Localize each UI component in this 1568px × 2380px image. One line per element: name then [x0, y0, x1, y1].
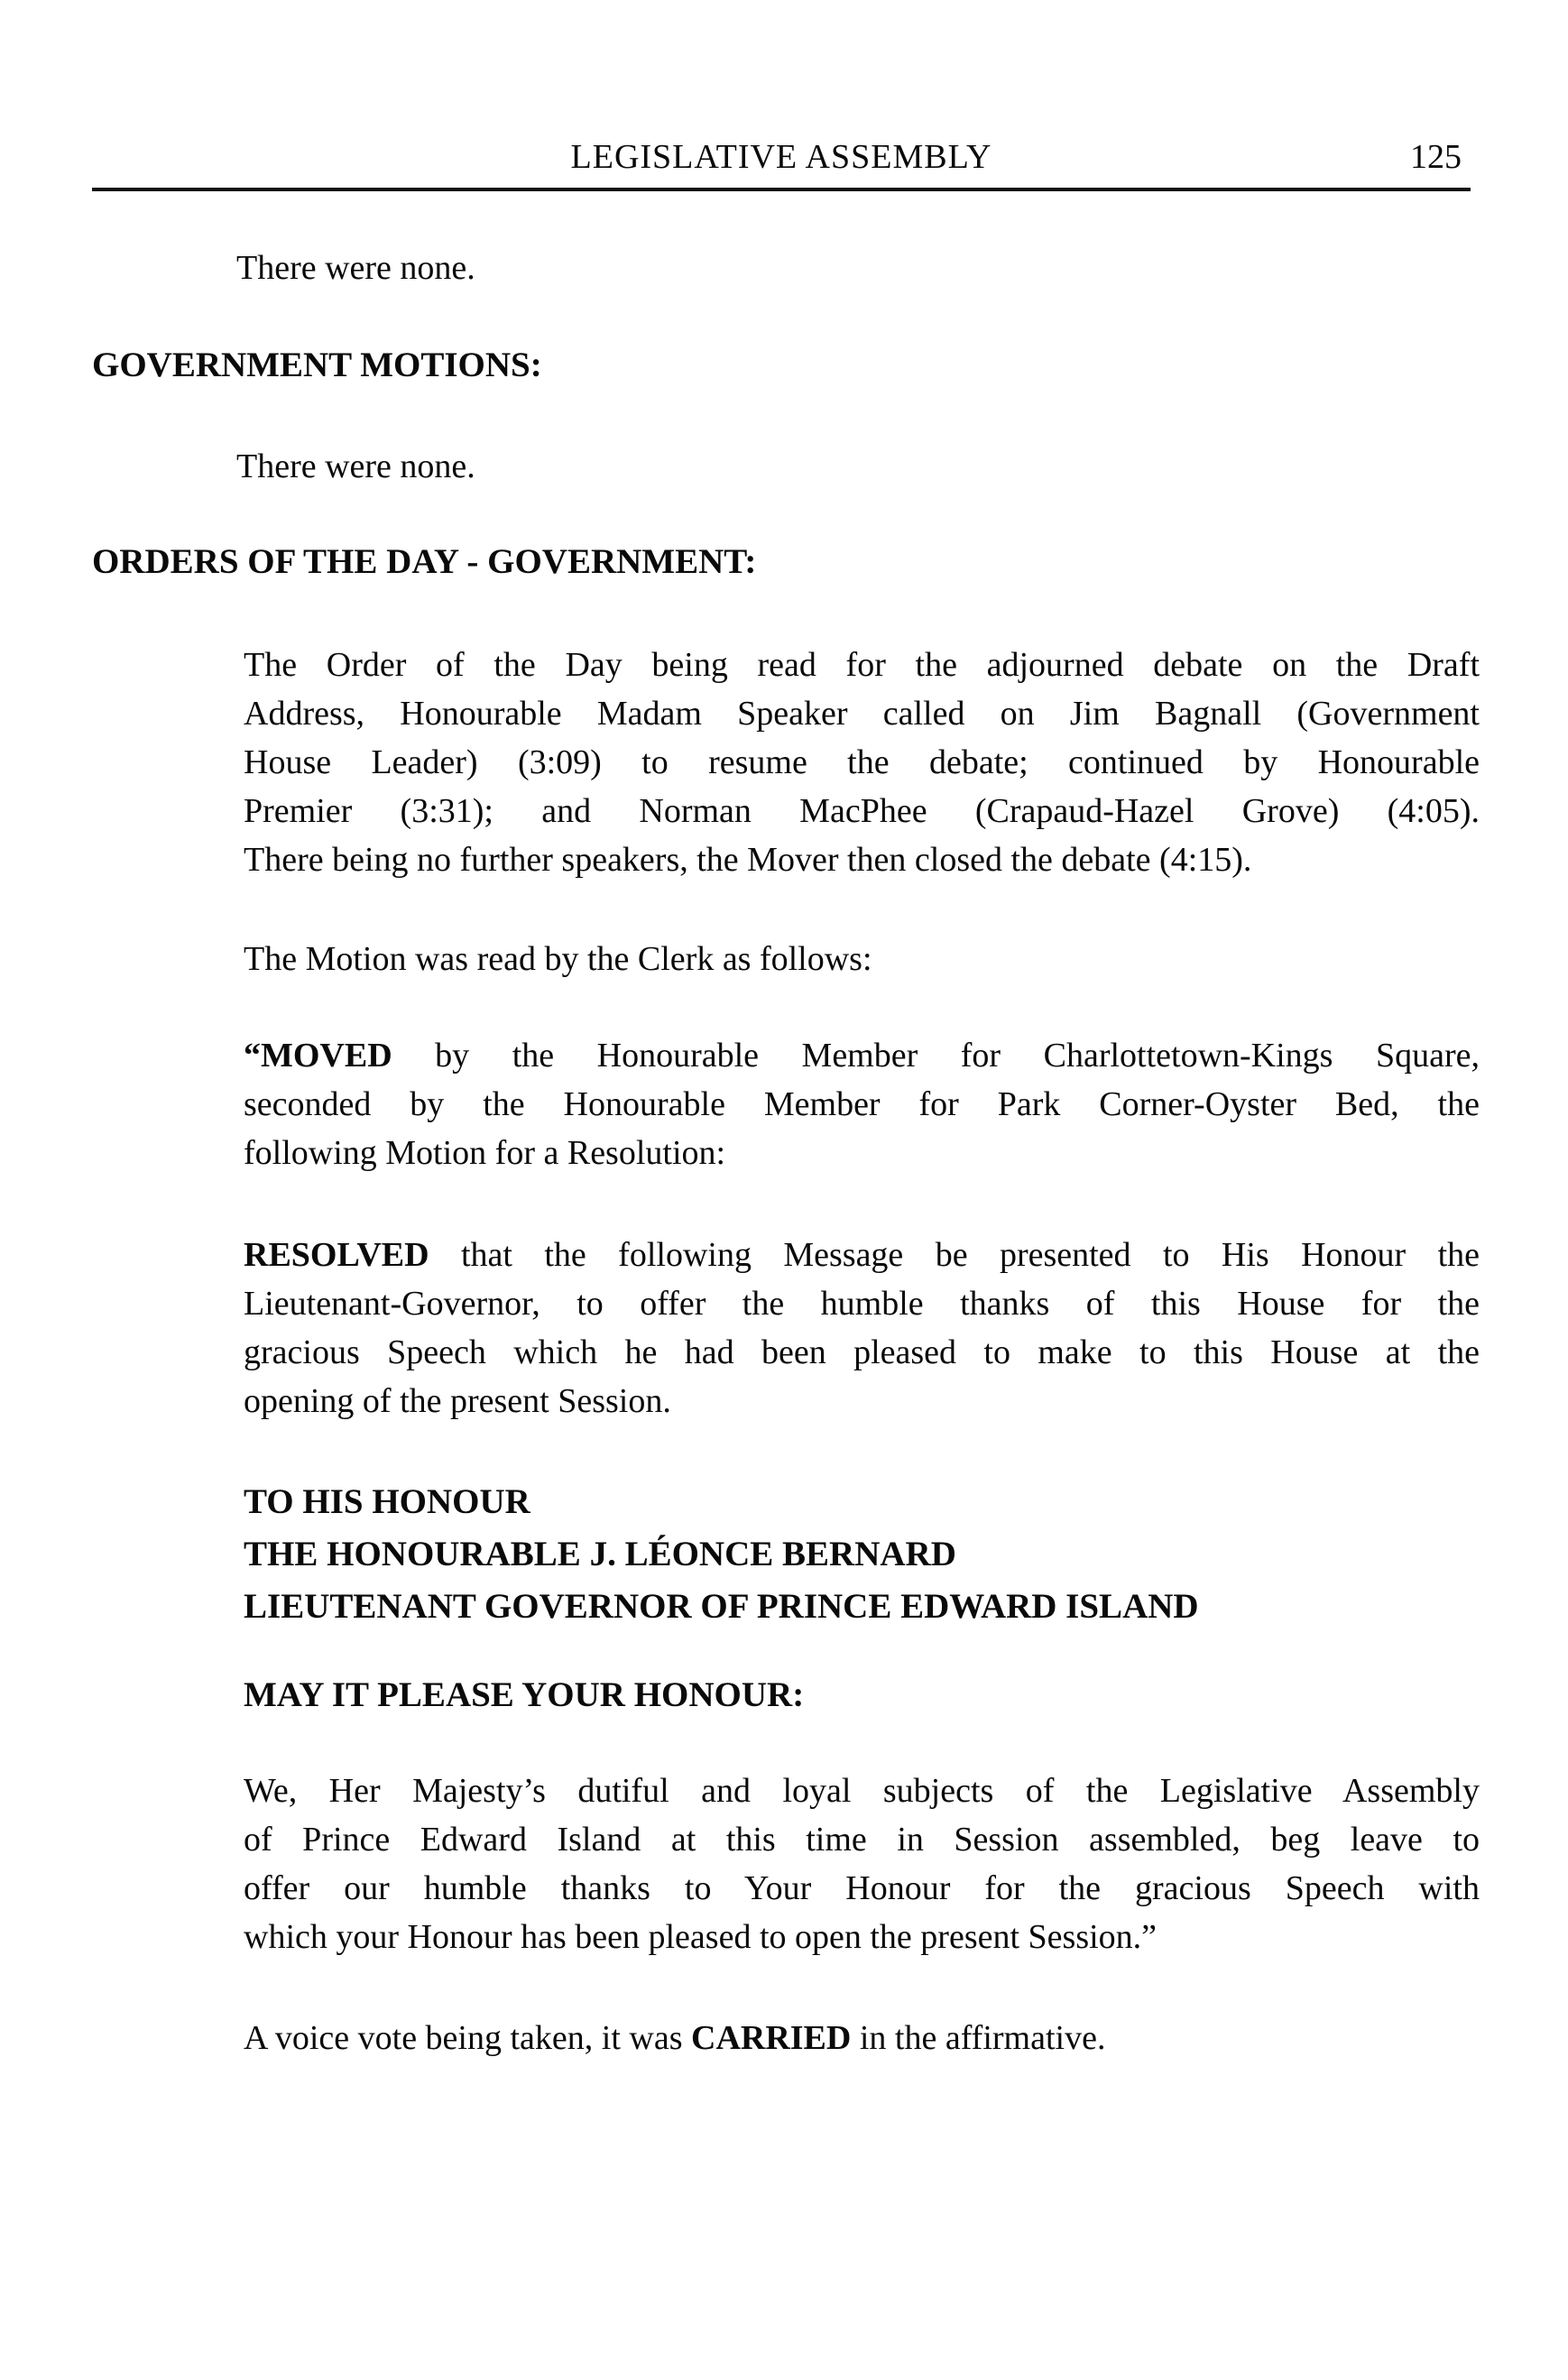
vote-carried: CARRIED — [691, 2019, 852, 2057]
paragraph-line: House Leader) (3:09) to resume the debate; continued by Honourable — [244, 743, 1480, 781]
paragraph-line: seconded by the Honourable Member for Park Corner-Oyster Bed, the — [244, 1085, 1480, 1123]
motion-read-text: The Motion was read by the Clerk as follows: — [244, 940, 872, 978]
address-block — [244, 1476, 1199, 1633]
none-text-1: There were none. — [236, 249, 475, 287]
paragraph-line: Address, Honourable Madam Speaker called on Jim Bagnall (Government — [244, 695, 1480, 733]
paragraph-line: We, Her Majesty’s dutiful and loyal subjects of the Legislative Assembly — [244, 1772, 1480, 1810]
moved-line-1: by the Honourable Member for Charlottetown-Kings Square, — [392, 1037, 1480, 1075]
paragraph-line: There being no further speakers, the Mover then closed the debate (4:15). — [244, 841, 1252, 879]
paragraph-line — [244, 1231, 1480, 1279]
paragraph-line: which your Honour has been pleased to open the present Session.” — [244, 1918, 1158, 1956]
moved-paragraph — [244, 1031, 1480, 1177]
paragraph-line: offer our humble thanks to Your Honour for the gracious Speech with — [244, 1869, 1480, 1907]
paragraph-line: of Prince Edward Island at this time in Session assembled, beg leave to — [244, 1821, 1480, 1859]
paragraph-line: The Order of the Day being read for the adjourned debate on the Draft — [244, 646, 1480, 684]
vote-text-after: in the affirmative. — [851, 2019, 1106, 2057]
moved-lead: “MOVED — [244, 1037, 392, 1075]
orders-paragraph — [244, 641, 1480, 884]
address-line: TO HIS HONOUR — [244, 1482, 530, 1521]
salutation: MAY IT PLEASE YOUR HONOUR: — [244, 1675, 805, 1714]
paragraph-line — [244, 1031, 1480, 1080]
vote-text-before: A voice vote being taken, it was — [244, 2019, 691, 2057]
resolved-paragraph — [244, 1231, 1480, 1425]
running-header — [92, 134, 1471, 191]
none-text-2: There were none. — [236, 447, 475, 485]
address-paragraph — [244, 1767, 1480, 1961]
paragraph-line: Lieutenant-Governor, to offer the humble thanks of this House for the — [244, 1285, 1480, 1323]
paragraph-line: following Motion for a Resolution: — [244, 1134, 726, 1172]
header-title: LEGISLATIVE ASSEMBLY — [570, 138, 992, 176]
address-line: LIEUTENANT GOVERNOR OF PRINCE EDWARD ISLAND — [244, 1587, 1199, 1626]
address-line: THE HONOURABLE J. LÉONCE BERNARD — [244, 1535, 956, 1573]
government-motions-heading: GOVERNMENT MOTIONS: — [92, 346, 542, 384]
orders-of-the-day-heading: ORDERS OF THE DAY - GOVERNMENT: — [92, 542, 757, 581]
resolved-lead: RESOLVED — [244, 1236, 429, 1274]
vote-result — [244, 2014, 1105, 2062]
paragraph-line: opening of the present Session. — [244, 1382, 671, 1420]
paragraph-line: gracious Speech which he had been pleased to make to this House at the — [244, 1333, 1480, 1371]
paragraph-line: Premier (3:31); and Norman MacPhee (Crapaud-Hazel Grove) (4:05). — [244, 792, 1480, 830]
resolved-line-1: that the following Message be presented to His Honour the — [429, 1236, 1480, 1274]
page-number: 125 — [1410, 138, 1462, 176]
